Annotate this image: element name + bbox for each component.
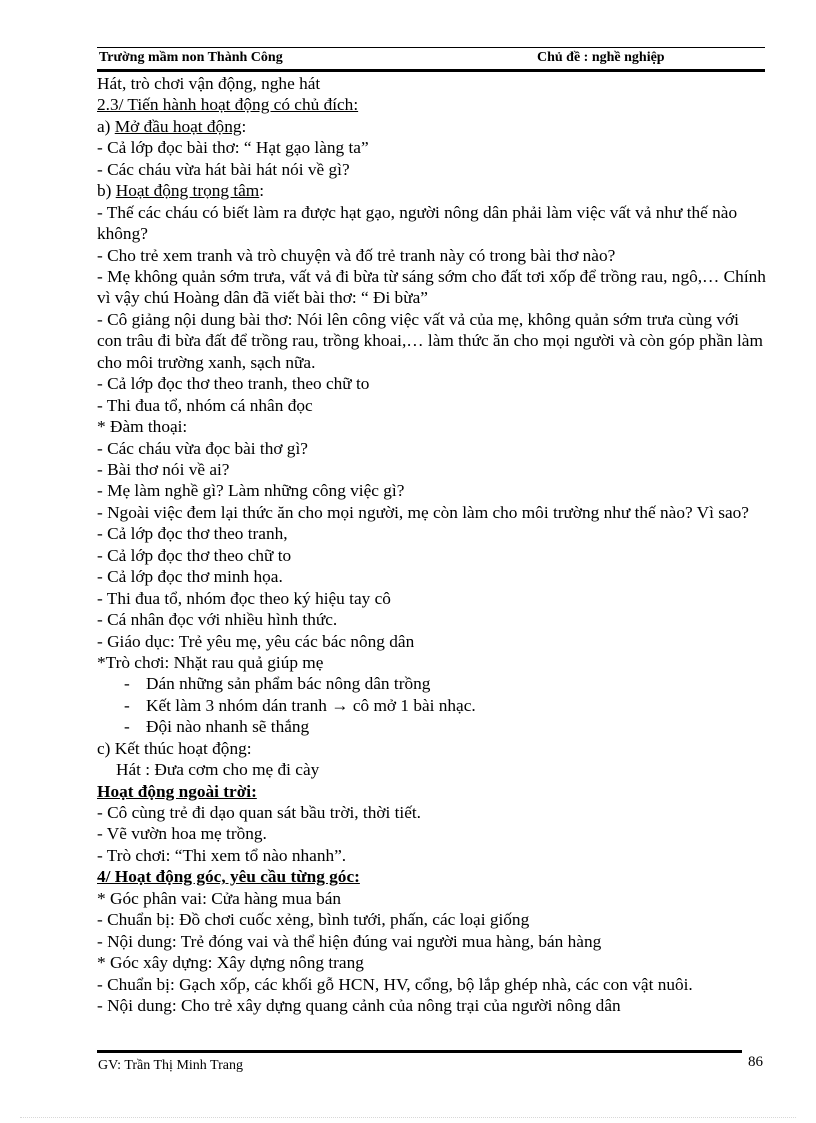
text-line: - Mẹ làm nghề gì? Làm những công việc gì? [97,481,405,501]
text-line: - Cả lớp đọc thơ theo chữ to [97,545,292,565]
text-line: - Cả lớp đọc thơ minh họa. [97,567,283,587]
text-line: - Cá nhân đọc với nhiều hình thức. [97,610,338,630]
page-edge-divider [20,1117,796,1118]
subsection-heading: a) Mở đầu hoạt động: [97,116,247,136]
list-item: - Dán những sản phẩm bác nông dân trồng [124,674,431,694]
footer-rule [97,1050,742,1053]
header-school: Trường mầm non Thành Công [99,50,283,65]
text-line: c) Kết thúc hoạt động: [97,738,252,758]
subsection-heading: b) Hoạt động trọng tâm: [97,181,265,201]
text-line: - Thi đua tổ, nhóm cá nhân đọc [97,395,313,415]
text-line: * Góc xây dựng: Xây dựng nông trang [97,953,364,973]
page-header [97,50,765,68]
section-heading: Hoạt động ngoài trời: [97,781,257,801]
text-line: - Cả lớp đọc thơ theo tranh, theo chữ to [97,374,370,394]
text-paragraph: - Cô giảng nội dung bài thơ: Nói lên công việc vất vả của mẹ, không quản sớm trưa cùng với con trâu đi bừa đất để trồng rau, trồng khoai,… làm thức ăn cho mọi người và còn góp phần làm cho môi trường xanh, sạch nữa. [97,309,763,372]
text-line: - Chuẩn bị: Gạch xốp, các khối gỗ HCN, HV, cổng, bộ lắp ghép nhà, các con vật nuôi. [97,974,693,994]
text-paragraph: - Thế các cháu có biết làm ra được hạt gạo, người nông dân phải làm việc vất vả như thế nào không? [97,202,738,244]
text-line: - Cô cùng trẻ đi dạo quan sát bầu trời, thời tiết. [97,803,421,822]
text-line: - Trò chơi: “Thi xem tổ nào nhanh”. [97,845,347,865]
text-line: - Cả lớp đọc bài thơ: “ Hạt gạo làng ta” [97,138,369,158]
footer-teacher: GV: Trần Thị Minh Trang [98,1058,243,1073]
text-line: - Giáo dục: Trẻ yêu mẹ, yêu các bác nông dân [97,631,415,651]
text-line: - Bài thơ nói về ai? [97,459,230,479]
text-line: - Cho trẻ xem tranh và trò chuyện và đố trẻ tranh này có trong bài thơ nào? [97,245,616,265]
text-line: - Các cháu vừa đọc bài thơ gì? [97,438,308,458]
list-item: - Kết làm 3 nhóm dán tranh → cô mở 1 bài nhạc. [124,695,476,715]
header-rule-thick [97,69,765,72]
text-line: *Trò chơi: Nhặt rau quả giúp mẹ [97,652,324,672]
text-line: - Chuẩn bị: Đồ chơi cuốc xẻng, bình tưới, phấn, các loại giống [97,910,530,930]
page-number: 86 [748,1054,763,1070]
text-line: Hát, trò chơi vận động, nghe hát [97,74,321,93]
header-theme: Chủ đề : nghề nghiệp [537,50,665,65]
header-rule-thin [97,47,765,48]
text-line: * Góc phân vai: Cửa hàng mua bán [97,888,342,908]
text-line: Hát : Đưa cơm cho mẹ đi cày [116,760,320,780]
text-line: * Đàm thoại: [97,417,188,437]
text-line: - Nội dung: Cho trẻ xây dựng quang cảnh của nông trại của người nông dân [97,995,621,1015]
document-body [97,73,767,1016]
text-line: - Vẽ vườn hoa mẹ trồng. [97,824,267,844]
text-line: - Thi đua tổ, nhóm đọc theo ký hiệu tay cô [97,588,391,608]
text-line: - Cả lớp đọc thơ theo tranh, [97,524,288,544]
section-heading: 4/ Hoạt động góc, yêu cầu từng góc: [97,867,360,887]
text-line: - Các cháu vừa hát bài hát nói về gì? [97,159,350,179]
text-line: - Nội dung: Trẻ đóng vai và thể hiện đúng vai người mua hàng, bán hàng [97,931,602,951]
text-paragraph: - Mẹ không quản sớm trưa, vất vả đi bừa từ sáng sớm cho đất tơi xốp để trồng rau, ngô,… Chính vì vậy chú Hoàng dân đã viết bài thơ: “ Đi bừa” [97,266,766,308]
text-paragraph: - Ngoài việc đem lại thức ăn cho mọi người, mẹ còn làm cho môi trường như thế nào? Vì sao? [97,502,749,522]
list-item: - Đội nào nhanh sẽ thắng [124,717,310,737]
section-heading: 2.3/ Tiến hành hoạt động có chủ đích: [97,95,359,115]
